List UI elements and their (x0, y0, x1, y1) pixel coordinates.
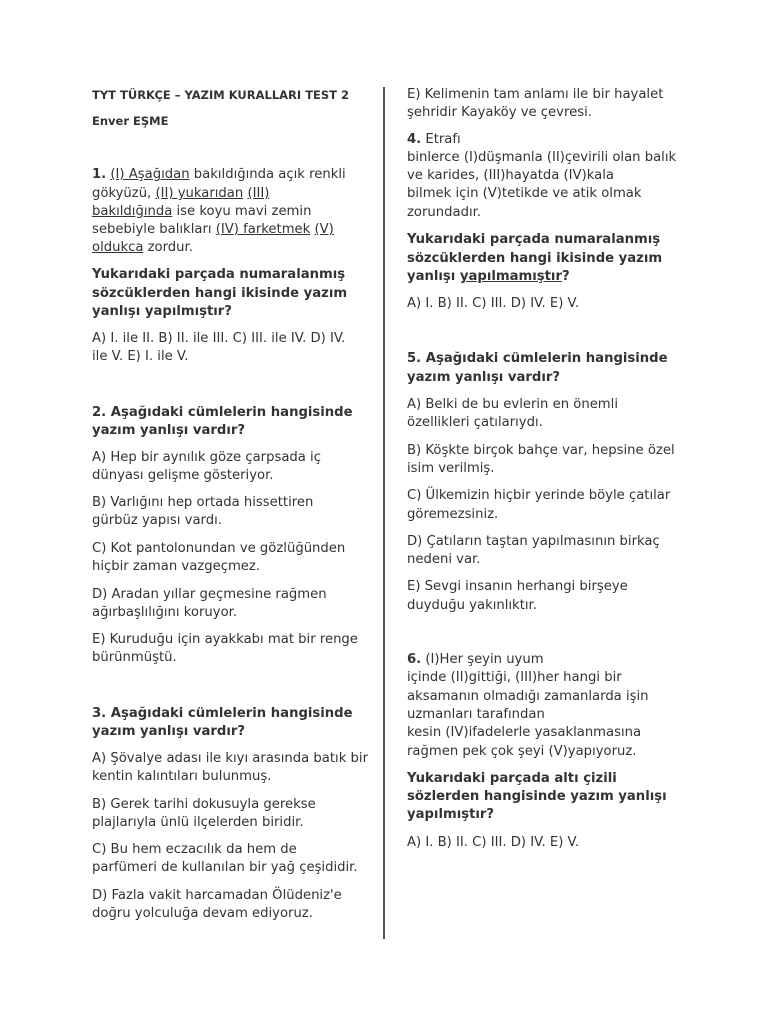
q5-option-d-2: nedeni var. (407, 552, 481, 567)
q4-question-line-2: sözcüklerden hangi ikisinde yazım (407, 251, 663, 266)
q2-option-a-2: dünyası gelişme gösteriyor. (92, 468, 274, 483)
q6-question-line-2: sözlerden hangisinde yazım yanlışı (407, 789, 667, 804)
author-name: Enver EŞME (92, 114, 169, 128)
q3-title-line-2: yazım yanlışı vardır? (92, 724, 246, 739)
q1-number: 1. (92, 167, 107, 182)
q6-line-4: uzmanları tarafından (407, 707, 545, 722)
q1-question-line-1: Yukarıdaki parçada numaralanmış (92, 267, 346, 282)
q5-option-b-2: isim verilmiş. (407, 461, 495, 476)
q3-option-c-1: C) Bu hem eczacılık da hem de (92, 842, 297, 857)
q2-option-b-1: B) Varlığını hep ortada hissettiren (92, 495, 314, 510)
q1-word-3a: (III) (247, 186, 270, 201)
q3-option-e-2: şehridir Kayaköy ve çevresi. (407, 105, 592, 120)
column-divider (383, 87, 385, 939)
q4-question-line-3: yanlışı yapılmamıştır? (407, 269, 570, 284)
q4-line-5: zorundadır. (407, 205, 482, 220)
q2-option-c-1: C) Kot pantolonundan ve gözlüğünden (92, 541, 346, 556)
q3-option-d-1: D) Fazla vakit harcamadan Ölüdeniz'e (92, 888, 342, 903)
q2-option-d-1: D) Aradan yıllar geçmesine rağmen (92, 587, 327, 602)
q2-option-c-2: hiçbir zaman vazgeçmez. (92, 559, 261, 574)
q4-line-3: ve karides, (III)hayatda (IV)kala (407, 168, 614, 183)
q6-line-2: içinde (II)gittiği, (III)her hangi bir (407, 670, 622, 685)
q1-word-5a: (V) (314, 222, 334, 237)
q1-options-line-2: ile V. E) I. ile V. (92, 349, 189, 364)
q1-line-2: gökyüzü, (II) yukarıdan (III) (92, 186, 270, 201)
q3-title-line-1: 3. Aşağıdaki cümlelerin hangisinde (92, 706, 353, 721)
q5-option-b-1: B) Köşkte birçok bahçe var, hepsine özel (407, 443, 675, 458)
q1-question-line-3: yanlışı yapılmıştır? (92, 304, 232, 319)
q5-title-line-2: yazım yanlışı vardır? (407, 370, 561, 385)
q5-option-a-2: özellikleri çatılarıydı. (407, 415, 543, 430)
q6-question-line-3: yapılmıştır? (407, 807, 495, 822)
q1-question-line-2: sözcüklerden hangi ikisinde yazım (92, 286, 348, 301)
q5-option-d-1: D) Çatıların taştan yapılmasının birkaç (407, 534, 660, 549)
q6-number: 6. (407, 652, 422, 667)
q4-line-2: binlerce (I)düşmanla (II)çevirili olan balık (407, 150, 677, 165)
q2-option-e-2: bürünmüştü. (92, 650, 177, 665)
q1-word-1: (I) Aşağıdan (110, 167, 190, 182)
q3-option-a-2: kentin kalıntıları bulunmuş. (92, 769, 272, 784)
q5-option-e-1: E) Sevgi insanın herhangi birşeye (407, 579, 628, 594)
q1-word-4: (IV) farketmek (215, 222, 311, 237)
q4-options: A) I. B) II. C) III. D) IV. E) V. (407, 296, 580, 311)
q1-line-5: oldukca zordur. (92, 240, 193, 255)
q2-option-a-1: A) Hep bir aynılık göze çarpsada iç (92, 450, 321, 465)
q4-line-1: 4. Etrafı (407, 132, 461, 147)
q6-line-1: 6. (I)Her şeyin uyum (407, 652, 544, 667)
q1-word-3b: bakıldığında (92, 204, 173, 219)
q5-option-e-2: duyduğu yakınlıktır. (407, 598, 537, 613)
q1-line-3: bakıldığında ise koyu mavi zemin (92, 204, 312, 219)
q3-option-d-2: doğru yolculuğa devam ediyoruz. (92, 906, 313, 921)
q1-line-1: 1. (I) Aşağıdan bakıldığında açık renkli (92, 167, 346, 182)
q3-option-a-1: A) Şövalye adası ile kıyı arasında batık bir (92, 751, 369, 766)
q4-number: 4. (407, 132, 422, 147)
q4-emphasis: yapılmamıştır (459, 269, 562, 284)
q5-option-c-1: C) Ülkemizin hiçbir yerinde böyle çatılar (407, 488, 671, 503)
q1-options-line-1: A) I. ile II. B) II. ile III. C) III. ile IV. D) IV. (92, 331, 346, 346)
q1-word-2: (II) yukarıdan (155, 186, 244, 201)
q2-title-line-2: yazım yanlışı vardır? (92, 423, 246, 438)
test-title: TYT TÜRKÇE – YAZIM KURALLARI TEST 2 (92, 88, 350, 102)
q2-option-d-2: ağırbaşlılığını koruyor. (92, 605, 238, 620)
q6-line-6: rağmen pek çok şeyi (V)yapıyoruz. (407, 744, 637, 759)
q2-title-line-1: 2. Aşağıdaki cümlelerin hangisinde (92, 405, 353, 420)
q2-option-b-2: gürbüz yapısı vardı. (92, 513, 222, 528)
q5-option-c-2: göremezsiniz. (407, 507, 499, 522)
q6-options: A) I. B) II. C) III. D) IV. E) V. (407, 835, 580, 850)
q3-option-b-1: B) Gerek tarihi dokusuyla gerekse (92, 797, 316, 812)
q1-line-4: sebebiyle balıkları (IV) farketmek (V) (92, 222, 334, 237)
q4-line-4: bilmek için (V)tetikde ve atik olmak (407, 186, 642, 201)
q4-question-line-1: Yukarıdaki parçada numaralanmış (407, 232, 661, 247)
q3-option-e-1: E) Kelimenin tam anlamı ile bir hayalet (407, 87, 664, 102)
q6-question-line-1: Yukarıdaki parçada altı çizili (407, 771, 617, 786)
q6-line-5: kesin (IV)ifadelerle yasaklanmasına (407, 725, 642, 740)
q1-word-5b: oldukca (92, 240, 144, 255)
q3-option-c-2: parfümeri de kullanılan bir yağ çeşididir. (92, 860, 358, 875)
q6-line-3: aksamanın olmadığı zamanlarda işin (407, 689, 649, 704)
q5-option-a-1: A) Belki de bu evlerin en önemli (407, 397, 618, 412)
q5-title-line-1: 5. Aşağıdaki cümlelerin hangisinde (407, 351, 668, 366)
q2-option-e-1: E) Kuruduğu için ayakkabı mat bir renge (92, 632, 358, 647)
q3-option-b-2: plajlarıyla ünlü ilçelerden biridir. (92, 815, 304, 830)
